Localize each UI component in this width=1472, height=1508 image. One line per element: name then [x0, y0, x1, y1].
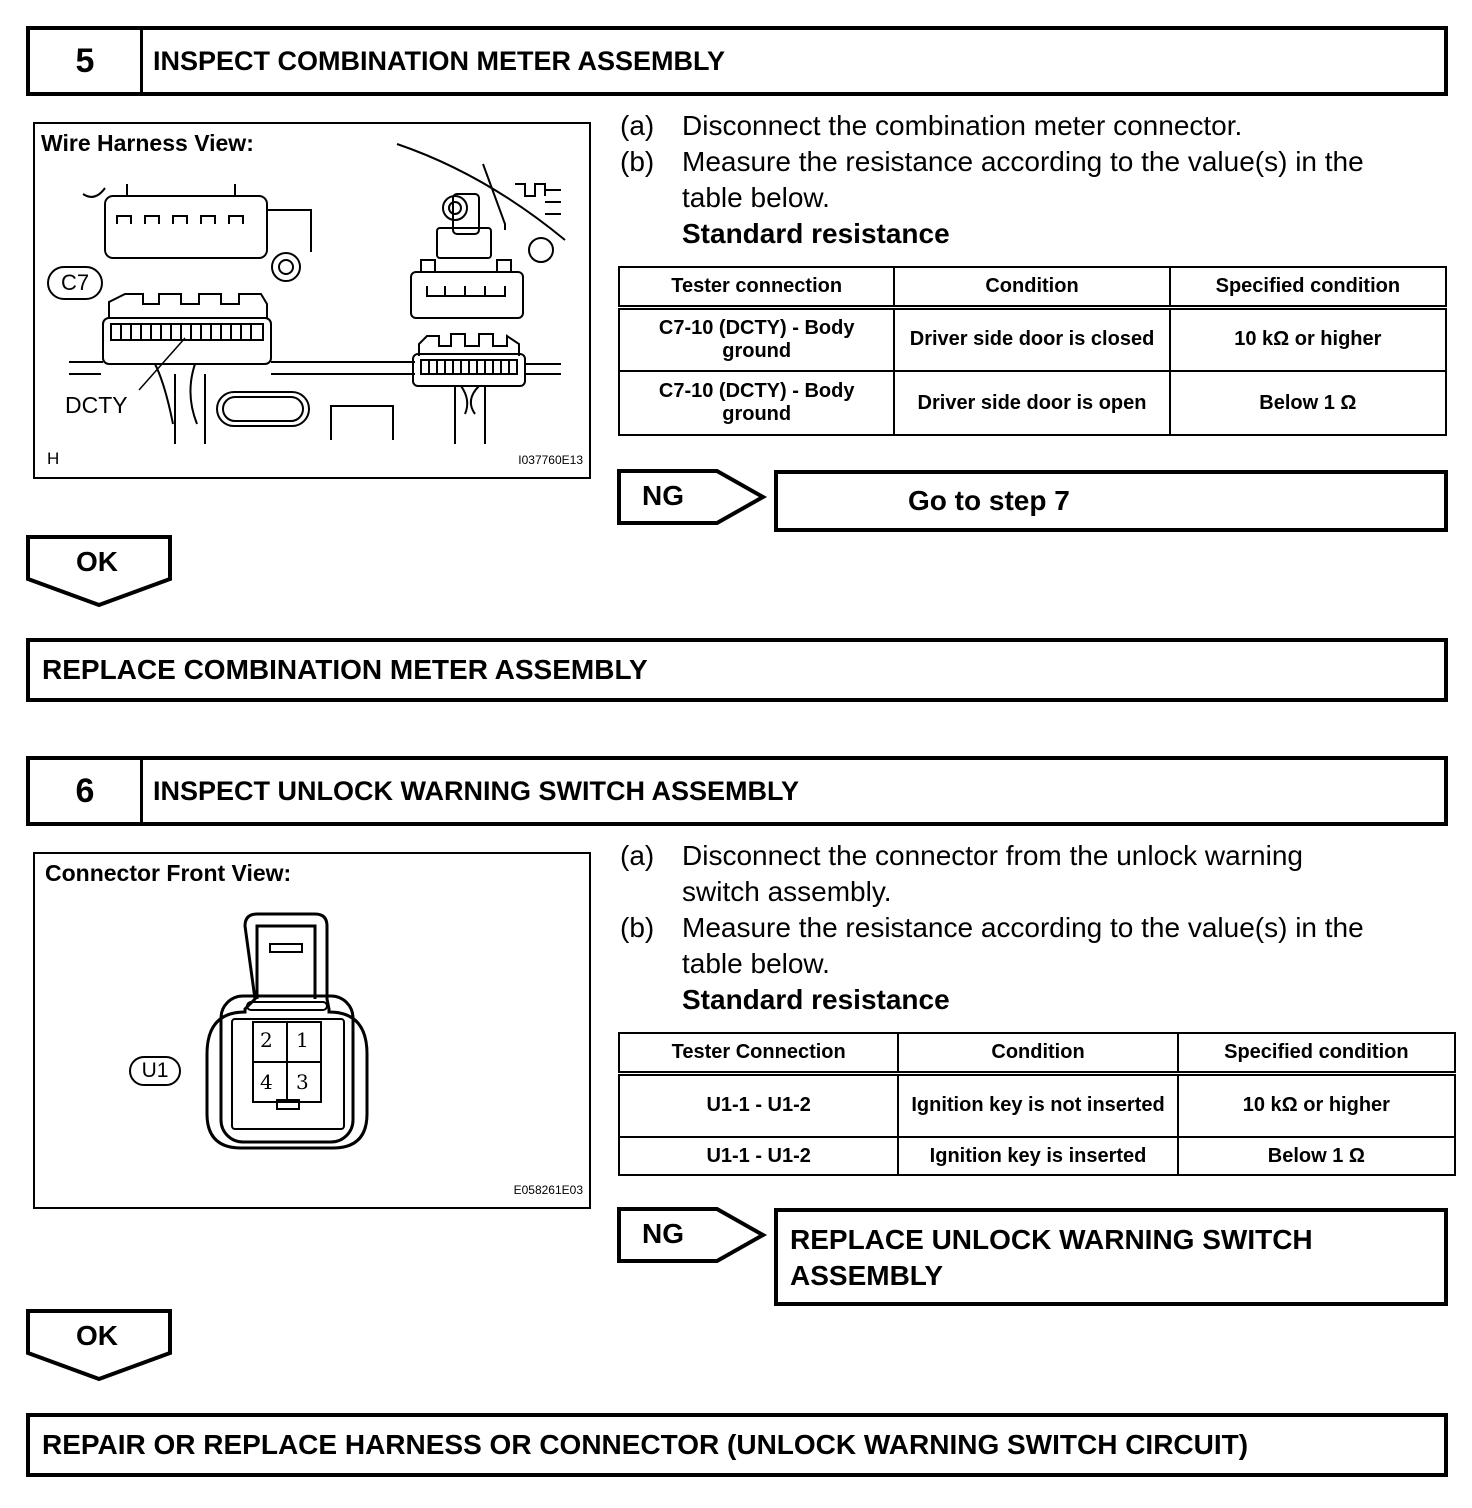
ok-result-text: REPAIR OR REPLACE HARNESS OR CONNECTOR (UNLOCK WARNING SWITCH CIRCUIT) [42, 1429, 1249, 1460]
standard-resistance-label: Standard resistance [682, 218, 950, 249]
step6-title: INSPECT UNLOCK WARNING SWITCH ASSEMBLY [153, 775, 800, 806]
step5-header [26, 26, 1448, 96]
table-cell: 10 kΩ or higher [1178, 1073, 1455, 1137]
table-cell: Ignition key is not inserted [898, 1073, 1177, 1137]
step6-ng-label: NG [642, 1218, 684, 1249]
c7-label-text: C7 [60, 270, 90, 295]
table-cell: U1-1 - U1-2 [619, 1137, 898, 1175]
step6-ok-label: OK [76, 1320, 118, 1351]
step6-ok-result [26, 1413, 1448, 1477]
instruction-label: (a) [620, 110, 655, 141]
step6-header [26, 756, 1448, 826]
ng-arrow-shape [617, 1207, 769, 1265]
terminal-label-dcty: DCTY [65, 392, 128, 418]
step6-figure [33, 852, 591, 1209]
table-row [619, 1137, 1455, 1175]
table-header: Specified condition [1178, 1033, 1455, 1073]
table-row [619, 307, 1446, 371]
u1-label-text: U1 [141, 1059, 169, 1082]
step6-ng-result [774, 1208, 1448, 1306]
table-header: Specified condition [1170, 267, 1446, 307]
table-header: Condition [894, 267, 1169, 307]
wire-harness-illustration [35, 124, 589, 477]
step6-instructions [620, 838, 1450, 1018]
step5-figure-id: I037760E13 [518, 453, 583, 467]
pin-4: 4 [260, 1070, 273, 1094]
instruction-text: Disconnect the combination meter connector. [682, 110, 1243, 141]
instruction-label: (a) [620, 840, 655, 871]
step5-spec-table [618, 266, 1447, 436]
step5-number: 5 [30, 30, 143, 92]
instruction-text: Disconnect the connector from the unlock warning switch assembly. [682, 840, 1303, 907]
pin-3: 3 [296, 1070, 309, 1094]
step5-figure-title: Wire Harness View: [41, 130, 254, 156]
table-cell: 10 kΩ or higher [1170, 307, 1446, 371]
table-cell: Below 1 Ω [1178, 1137, 1455, 1175]
instruction-a [620, 108, 1450, 144]
ok-result-text: REPLACE COMBINATION METER ASSEMBLY [42, 654, 648, 685]
connector-front-illustration [35, 854, 589, 1207]
step5-ng-label: NG [642, 480, 684, 511]
table-row [619, 1073, 1455, 1137]
instruction-text: Measure the resistance according to the value(s) in the table below. [682, 146, 1364, 213]
table-cell: Ignition key is inserted [898, 1137, 1177, 1175]
connector-label-c7 [47, 266, 103, 300]
instruction-label: (b) [620, 912, 655, 943]
figure-corner-label: H [47, 449, 60, 468]
table-header: Tester connection [619, 267, 894, 307]
step6-figure-title: Connector Front View: [45, 860, 292, 886]
step5-ok-label: OK [76, 546, 118, 577]
table-cell: Driver side door is closed [894, 307, 1169, 371]
pin-1: 1 [296, 1028, 309, 1052]
step5-ok-result [26, 638, 1448, 702]
instruction-a [620, 838, 1450, 910]
table-row [619, 371, 1446, 435]
ng-result-text: REPLACE UNLOCK WARNING SWITCH ASSEMBLY [790, 1224, 1313, 1291]
table-cell: C7-10 (DCTY) - Body ground [619, 371, 894, 435]
table-cell: U1-1 - U1-2 [619, 1073, 898, 1137]
step5-ng-result [774, 470, 1448, 532]
table-header: Tester Connection [619, 1033, 898, 1073]
step5-title: INSPECT COMBINATION METER ASSEMBLY [153, 45, 726, 76]
instruction-b [620, 144, 1450, 216]
step6-figure-id: E058261E03 [513, 1183, 583, 1197]
step6-number: 6 [30, 760, 143, 822]
table-header: Condition [898, 1033, 1177, 1073]
ng-arrow-shape [617, 469, 769, 527]
instruction-b [620, 910, 1450, 982]
table-cell: C7-10 (DCTY) - Body ground [619, 307, 894, 371]
standard-resistance-label: Standard resistance [682, 984, 950, 1015]
pin-2: 2 [260, 1028, 273, 1052]
step5-figure [33, 122, 591, 479]
instruction-text: Measure the resistance according to the value(s) in the table below. [682, 912, 1364, 979]
step5-instructions [620, 108, 1450, 252]
instruction-label: (b) [620, 146, 655, 177]
connector-label-u1 [129, 1056, 181, 1086]
step6-spec-table [618, 1032, 1456, 1176]
ng-result-text: Go to step 7 [908, 485, 1070, 516]
table-cell: Below 1 Ω [1170, 371, 1446, 435]
table-cell: Driver side door is open [894, 371, 1169, 435]
